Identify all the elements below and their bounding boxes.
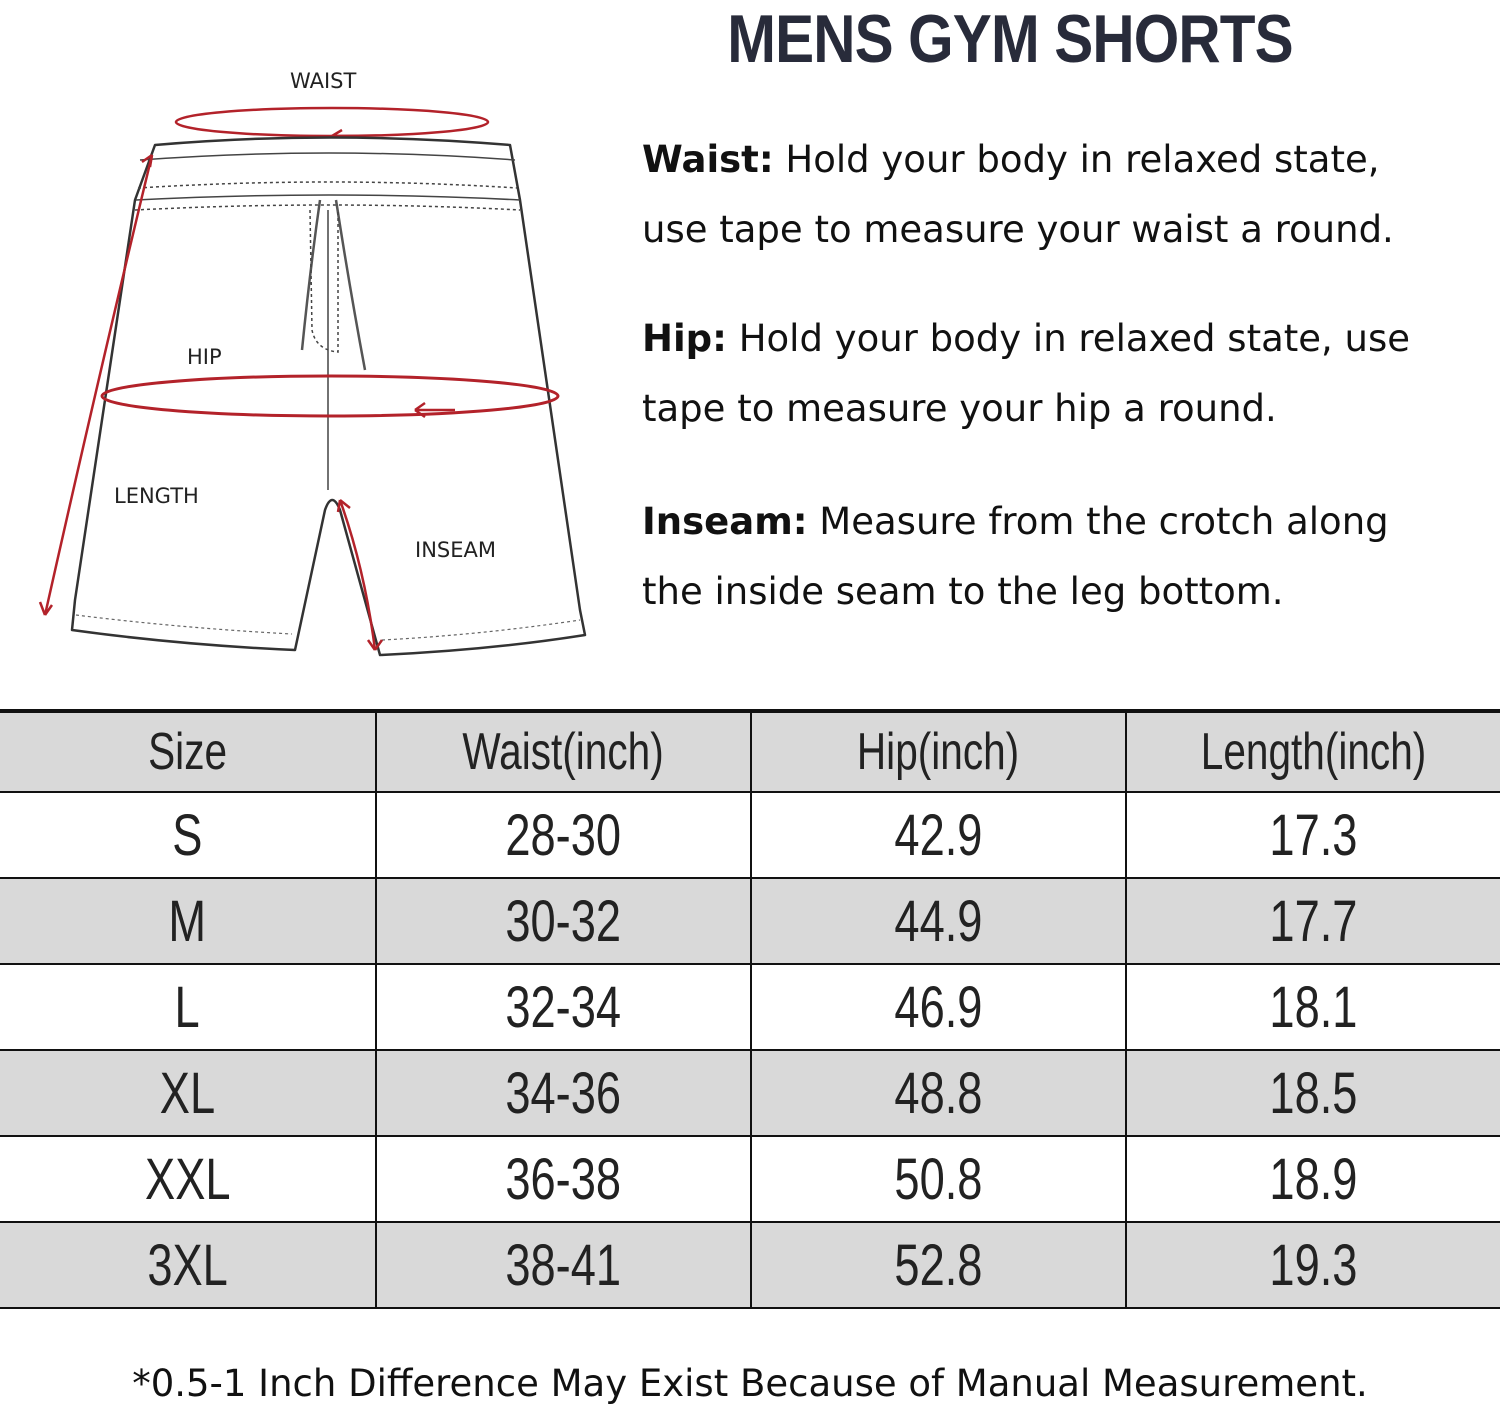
table-cell: 18.9 (1126, 1136, 1500, 1222)
waist-label: WAIST (290, 69, 357, 93)
table-cell: 18.1 (1126, 964, 1500, 1050)
instruction-text: tape to measure your hip a round. (642, 387, 1277, 430)
table-header-row (0, 711, 1500, 792)
instruction-text: use tape to measure your waist a round. (642, 208, 1394, 251)
instruction-text: Measure from the crotch along (807, 500, 1389, 543)
table-cell: 46.9 (751, 964, 1126, 1050)
measurement-note: *0.5-1 Inch Difference May Exist Because of Manual Measurement. (132, 1362, 1368, 1405)
instruction-waist (642, 125, 1482, 265)
table-cell: 19.3 (1126, 1222, 1500, 1308)
table-cell: 48.8 (751, 1050, 1126, 1136)
instruction-text: the inside seam to the leg bottom. (642, 570, 1284, 613)
table-cell: 18.5 (1126, 1050, 1500, 1136)
table-row (0, 1222, 1500, 1308)
table-cell: 28-30 (376, 792, 751, 878)
column-header: Length(inch) (1126, 711, 1500, 792)
instruction-term: Hip: (642, 317, 727, 360)
size-chart-table (0, 709, 1500, 1309)
table-row (0, 1136, 1500, 1222)
table-cell: S (0, 792, 376, 878)
table-cell: 34-36 (376, 1050, 751, 1136)
table-row (0, 878, 1500, 964)
instruction-hip (642, 304, 1482, 444)
table-cell: M (0, 878, 376, 964)
table-cell: 50.8 (751, 1136, 1126, 1222)
table-cell: 17.3 (1126, 792, 1500, 878)
table-cell: L (0, 964, 376, 1050)
length-label: LENGTH (114, 484, 199, 508)
table-cell: XL (0, 1050, 376, 1136)
table-cell: 52.8 (751, 1222, 1126, 1308)
table-cell: 36-38 (376, 1136, 751, 1222)
table-cell: 38-41 (376, 1222, 751, 1308)
waist-measure-indicator (176, 108, 488, 136)
table-cell: 30-32 (376, 878, 751, 964)
table-cell: 42.9 (751, 792, 1126, 878)
instruction-term: Inseam: (642, 500, 808, 543)
table-row (0, 964, 1500, 1050)
column-header: Waist(inch) (376, 711, 751, 792)
page-title: MENS GYM SHORTS (727, 1, 1293, 77)
table-cell: XXL (0, 1136, 376, 1222)
instruction-inseam (642, 487, 1482, 627)
table-cell: 32-34 (376, 964, 751, 1050)
table-cell: 17.7 (1126, 878, 1500, 964)
instruction-term: Waist: (642, 138, 774, 181)
column-header: Size (0, 711, 376, 792)
table-cell: 44.9 (751, 878, 1126, 964)
hip-label: HIP (187, 345, 222, 369)
instruction-text: Hold your body in relaxed state, use (726, 317, 1411, 360)
shorts-diagram (20, 50, 620, 690)
instruction-text: Hold your body in relaxed state, (773, 138, 1380, 181)
table-row (0, 792, 1500, 878)
table-cell: 3XL (0, 1222, 376, 1308)
column-header: Hip(inch) (751, 711, 1126, 792)
inseam-label: INSEAM (415, 538, 496, 562)
table-row (0, 1050, 1500, 1136)
